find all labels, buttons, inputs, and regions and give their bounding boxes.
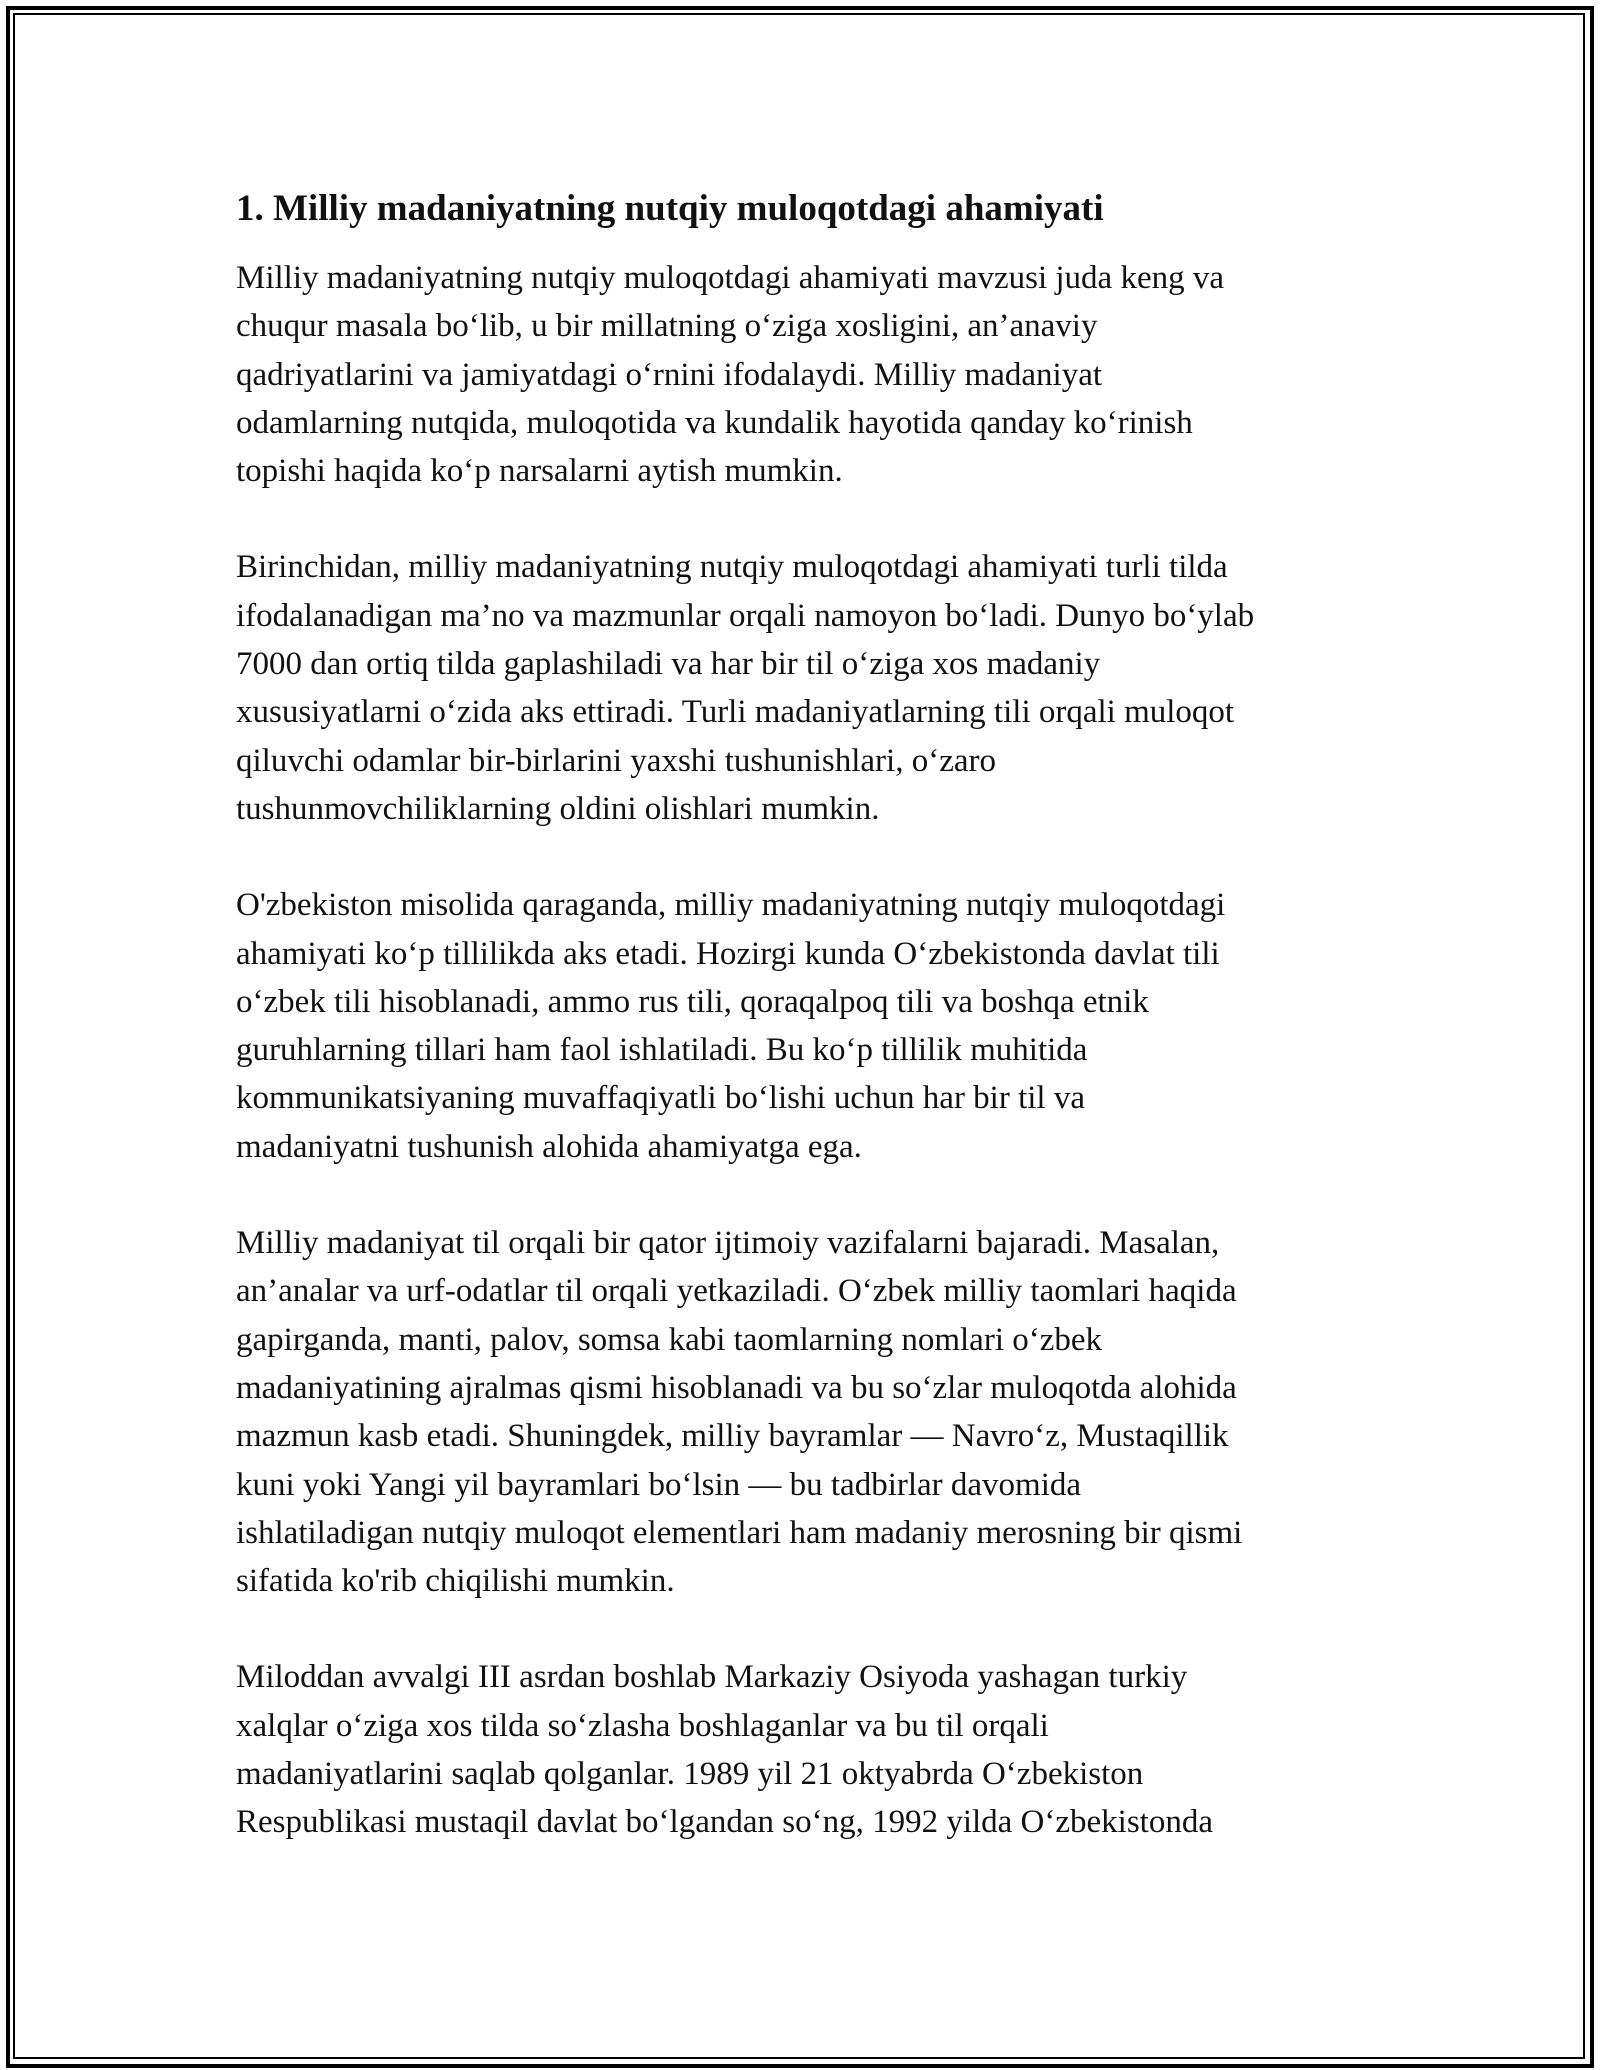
paragraph-4: [236, 1219, 1376, 1605]
text-line: Miloddan avvalgi III asrdan boshlab Markaziy Osiyoda yashagan turkiy: [236, 1659, 1188, 1696]
text-line: Birinchidan, milliy madaniyatning nutqiy muloqotdagi ahamiyati turli tilda: [236, 549, 1228, 586]
document-body: [236, 186, 1376, 1895]
text-line: ishlatiladigan nutqiy muloqot elementlari ham madaniy merosning bir qismi: [236, 1514, 1243, 1551]
text-line: ifodalanadigan ma’no va mazmunlar orqali namoyon bo‘ladi. Dunyo bo‘ylab: [236, 597, 1255, 634]
text-line: xalqlar o‘ziga xos tilda so‘zlasha boshlaganlar va bu til orqali: [236, 1707, 1049, 1744]
text-line: qiluvchi odamlar bir-birlarini yaxshi tushunishlari, o‘zaro: [236, 742, 996, 779]
text-line: guruhlarning tillari ham faol ishlatiladi. Bu ko‘p tillilik muhitida: [236, 1032, 1088, 1069]
text-line: Respublikasi mustaqil davlat bo‘lgandan so‘ng, 1992 yilda O‘zbekistonda: [236, 1804, 1213, 1841]
text-line: xususiyatlarni o‘zida aks ettiradi. Turli madaniyatlarning tili orqali muloqot: [236, 694, 1235, 731]
text-line: qadriyatlarini va jamiyatdagi o‘rnini ifodalaydi. Milliy madaniyat: [236, 356, 1103, 393]
text-line: sifatida ko'rib chiqilishi mumkin.: [236, 1563, 675, 1600]
text-line: gapirganda, manti, palov, somsa kabi taomlarning nomlari o‘zbek: [236, 1321, 1103, 1358]
text-line: madaniyatining ajralmas qismi hisoblanadi va bu so‘zlar muloqotda alohida: [236, 1369, 1237, 1406]
text-line: topishi haqida ko‘p narsalarni aytish mumkin.: [236, 453, 843, 490]
text-line: madaniyatni tushunish alohida ahamiyatga ega.: [236, 1128, 862, 1165]
paragraph-5: [236, 1653, 1376, 1846]
text-line: mazmun kasb etadi. Shuningdek, milliy bayramlar — Navro‘z, Mustaqillik: [236, 1418, 1229, 1455]
paragraph-2: [236, 543, 1376, 833]
text-line: kommunikatsiyaning muvaffaqiyatli bo‘lishi uchun har bir til va: [236, 1080, 1085, 1117]
paragraph-3: [236, 881, 1376, 1171]
text-line: Milliy madaniyatning nutqiy muloqotdagi ahamiyati mavzusi juda keng va: [236, 260, 1224, 296]
text-line: Milliy madaniyat til orqali bir qator ijtimoiy vazifalarni bajaradi. Masalan,: [236, 1225, 1220, 1262]
text-line: 7000 dan ortiq tilda gaplashiladi va har bir til o‘ziga xos madaniy: [236, 646, 1101, 683]
text-line: madaniyatlarini saqlab qolganlar. 1989 yil 21 oktyabrda O‘zbekiston: [236, 1756, 1144, 1793]
text-line: chuqur masala bo‘lib, u bir millatning o‘ziga xosligini, an’anaviy: [236, 308, 1098, 345]
text-line: odamlarning nutqida, muloqotida va kundalik hayotida qanday ko‘rinish: [236, 404, 1193, 441]
text-line: O'zbekiston misolida qaraganda, milliy madaniyatning nutqiy muloqotdagi: [236, 887, 1226, 924]
text-line: kuni yoki Yangi yil bayramlari bo‘lsin — bu tadbirlar davomida: [236, 1466, 1082, 1503]
paragraph-1: [236, 254, 1376, 495]
text-line: an’analar va urf-odatlar til orqali yetkaziladi. O‘zbek milliy taomlari haqida: [236, 1273, 1237, 1310]
text-line: ahamiyati ko‘p tillilikda aks etadi. Hozirgi kunda O‘zbekistonda davlat tili: [236, 935, 1220, 972]
text-line: o‘zbek tili hisoblanadi, ammo rus tili, qoraqalpoq tili va boshqa etnik: [236, 983, 1149, 1020]
text-line: tushunmovchiliklarning oldini olishlari mumkin.: [236, 790, 880, 827]
section-heading: 1. Milliy madaniyatning nutqiy muloqotdagi ahamiyati: [236, 188, 1104, 229]
